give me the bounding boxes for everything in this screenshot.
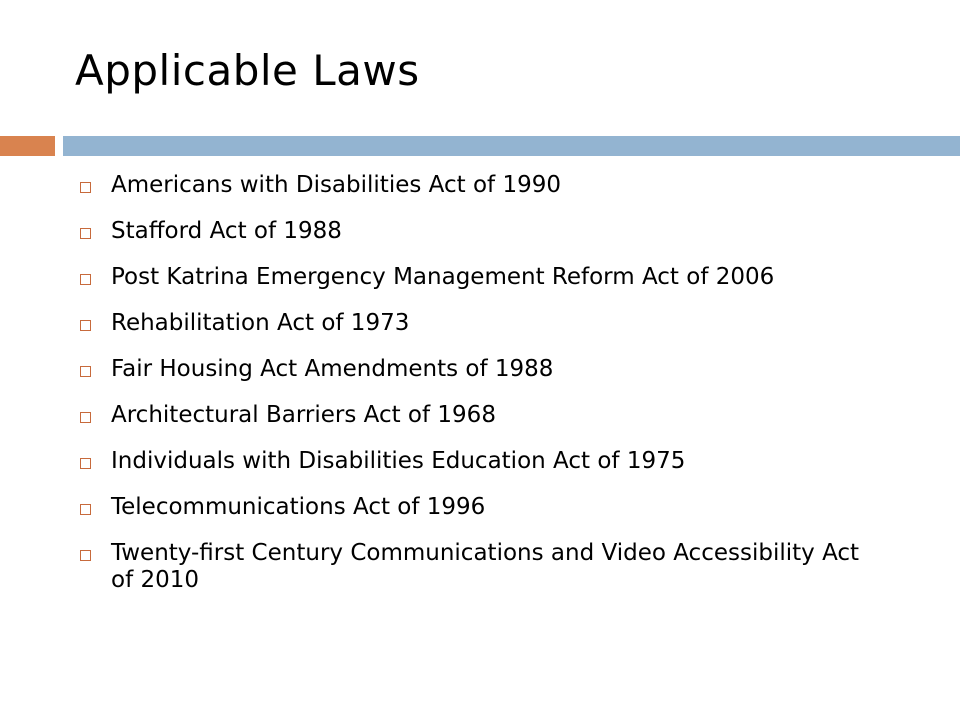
list-item xyxy=(76,448,876,475)
hollow-square-bullet-icon xyxy=(80,550,91,561)
bullet-text: Twenty-first Century Communications and Video Accessibility Act of 2010 xyxy=(111,540,860,593)
hollow-square-bullet-icon xyxy=(80,182,91,193)
bullet-text: Telecommunications Act of 1996 xyxy=(111,494,486,520)
hollow-square-bullet-icon xyxy=(80,366,91,377)
bullet-text: Rehabilitation Act of 1973 xyxy=(111,310,410,336)
slide-title: Applicable Laws xyxy=(75,46,420,95)
list-item xyxy=(76,264,876,291)
bullet-text: Individuals with Disabilities Education Act of 1975 xyxy=(111,448,686,474)
list-item xyxy=(76,172,876,199)
bullet-text: Fair Housing Act Amendments of 1988 xyxy=(111,356,554,382)
hollow-square-bullet-icon xyxy=(80,504,91,515)
list-item xyxy=(76,310,876,337)
bullet-text: Stafford Act of 1988 xyxy=(111,218,342,244)
list-item xyxy=(76,540,876,594)
list-item xyxy=(76,356,876,383)
hollow-square-bullet-icon xyxy=(80,412,91,423)
accent-bar-blue xyxy=(63,136,960,156)
hollow-square-bullet-icon xyxy=(80,320,91,331)
hollow-square-bullet-icon xyxy=(80,458,91,469)
bullet-text: Americans with Disabilities Act of 1990 xyxy=(111,172,561,198)
list-item xyxy=(76,218,876,245)
bullet-list xyxy=(76,172,876,613)
hollow-square-bullet-icon xyxy=(80,274,91,285)
accent-bar-orange xyxy=(0,136,55,156)
hollow-square-bullet-icon xyxy=(80,228,91,239)
list-item xyxy=(76,402,876,429)
bullet-text: Post Katrina Emergency Management Reform Act of 2006 xyxy=(111,264,775,290)
list-item xyxy=(76,494,876,521)
bullet-text: Architectural Barriers Act of 1968 xyxy=(111,402,496,428)
